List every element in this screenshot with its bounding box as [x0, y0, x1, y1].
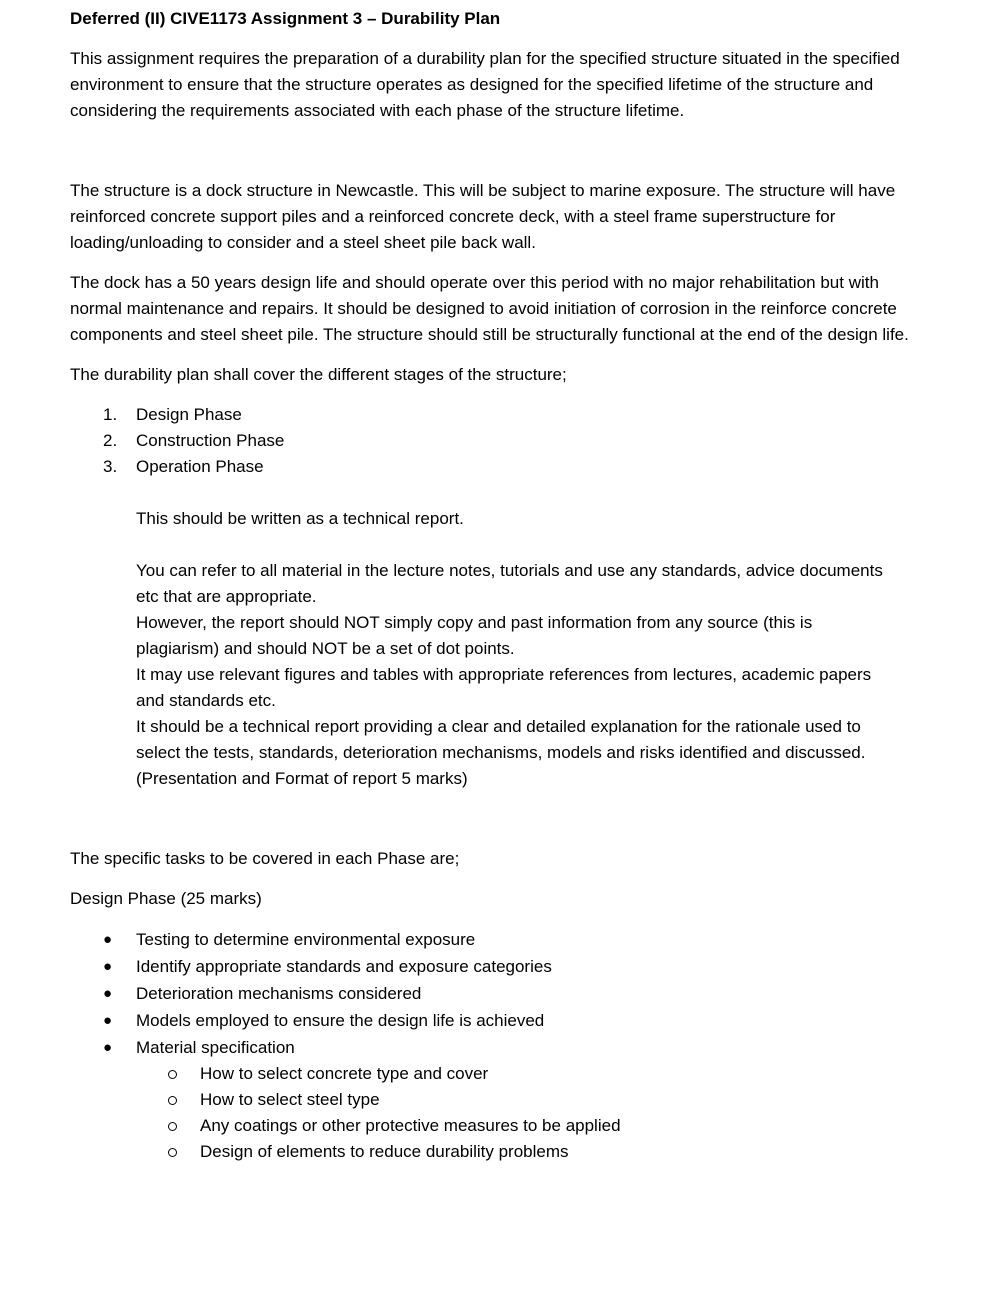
material-subtask-label: Any coatings or other protective measures to be applied: [200, 1116, 621, 1135]
material-subtask-item: [70, 1139, 930, 1165]
phase-label: Operation Phase: [136, 457, 264, 476]
phase-item: [70, 454, 930, 480]
design-task-label: Identify appropriate standards and exposure categories: [136, 957, 552, 976]
design-task-label: Material specification: [136, 1038, 295, 1057]
design-task-item: [70, 980, 930, 1007]
design-phase-heading: Design Phase (25 marks): [70, 889, 262, 908]
phases-list: [70, 402, 930, 480]
material-subtask-item: [70, 1113, 930, 1139]
guidance-line: It may use relevant figures and tables with appropriate references from lectures, academic papers and standards etc.: [136, 665, 872, 710]
phase-item: [70, 402, 930, 428]
presentation-marks: (Presentation and Format of report 5 marks): [136, 769, 468, 788]
phase-label: Construction Phase: [136, 431, 285, 450]
document-page: [70, 6, 930, 1165]
hollow-bullet-icon: [168, 1148, 177, 1157]
bullet-icon: ●: [103, 1012, 113, 1029]
design-task-item: [70, 1034, 930, 1061]
phase-number: 2.: [103, 431, 118, 450]
bullet-icon: ●: [103, 985, 113, 1002]
hollow-bullet-icon: [168, 1070, 177, 1079]
tasks-intro-paragraph: The specific tasks to be covered in each Phase are;: [70, 849, 460, 868]
phase-number: 3.: [103, 457, 118, 476]
design-task-label: Models employed to ensure the design life is achieved: [136, 1011, 545, 1030]
phase-number: 1.: [103, 405, 118, 424]
guidance-line: It should be a technical report providing a clear and detailed explanation for the rationale used to select the tests, standards, deterioration mechanisms, models and risks identified and discussed.: [136, 717, 866, 762]
bullet-icon: ●: [103, 931, 113, 948]
design-life-paragraph: The dock has a 50 years design life and should operate over this period with no major rehabilitation but with normal maintenance and repairs. It should be designed to avoid initiation of corrosion in the reinforce concrete components and steel sheet pile. The structure should still be structurally functional at the end of the design life.: [70, 273, 909, 344]
intro-paragraph: This assignment requires the preparation of a durability plan for the specified structure situated in the specified environment to ensure that the structure operates as designed for the specified lifetime of the structure and considering the requirements associated with each phase of the structure lifetime.: [70, 49, 900, 120]
material-subtask-label: Design of elements to reduce durability problems: [200, 1142, 569, 1161]
stages-intro-paragraph: The durability plan shall cover the different stages of the structure;: [70, 365, 567, 384]
material-subtask-label: How to select concrete type and cover: [200, 1064, 489, 1083]
hollow-bullet-icon: [168, 1096, 177, 1105]
guidance-line: You can refer to all material in the lecture notes, tutorials and use any standards, advice documents etc that are appropriate.: [136, 561, 883, 606]
guidance-line: However, the report should NOT simply copy and past information from any source (this is plagiarism) and should NOT be a set of dot points.: [136, 613, 813, 658]
document-title: Deferred (II) CIVE1173 Assignment 3 – Durability Plan: [70, 9, 501, 28]
material-subtasks-list: [70, 1061, 930, 1165]
design-task-item: [70, 926, 930, 953]
phase-label: Design Phase: [136, 405, 242, 424]
bullet-icon: ●: [103, 1039, 113, 1056]
design-tasks-list: [70, 926, 930, 1061]
design-task-item: [70, 953, 930, 980]
phase-item: [70, 428, 930, 454]
material-subtask-item: [70, 1061, 930, 1087]
spacer: [70, 138, 930, 178]
design-task-item: [70, 1007, 930, 1034]
material-subtask-label: How to select steel type: [200, 1090, 380, 1109]
material-subtask-item: [70, 1087, 930, 1113]
design-task-label: Deterioration mechanisms considered: [136, 984, 422, 1003]
report-guidance-block: [136, 506, 886, 792]
bullet-icon: ●: [103, 958, 113, 975]
structure-description-paragraph: The structure is a dock structure in Newcastle. This will be subject to marine exposure. The structure will have reinforced concrete support piles and a reinforced concrete deck, with a steel frame superstructure for loading/unloading to consider and a steel sheet pile back wall.: [70, 181, 896, 252]
spacer: [70, 792, 930, 846]
design-task-label: Testing to determine environmental exposure: [136, 930, 476, 949]
report-note: This should be written as a technical report.: [136, 509, 464, 528]
hollow-bullet-icon: [168, 1122, 177, 1131]
